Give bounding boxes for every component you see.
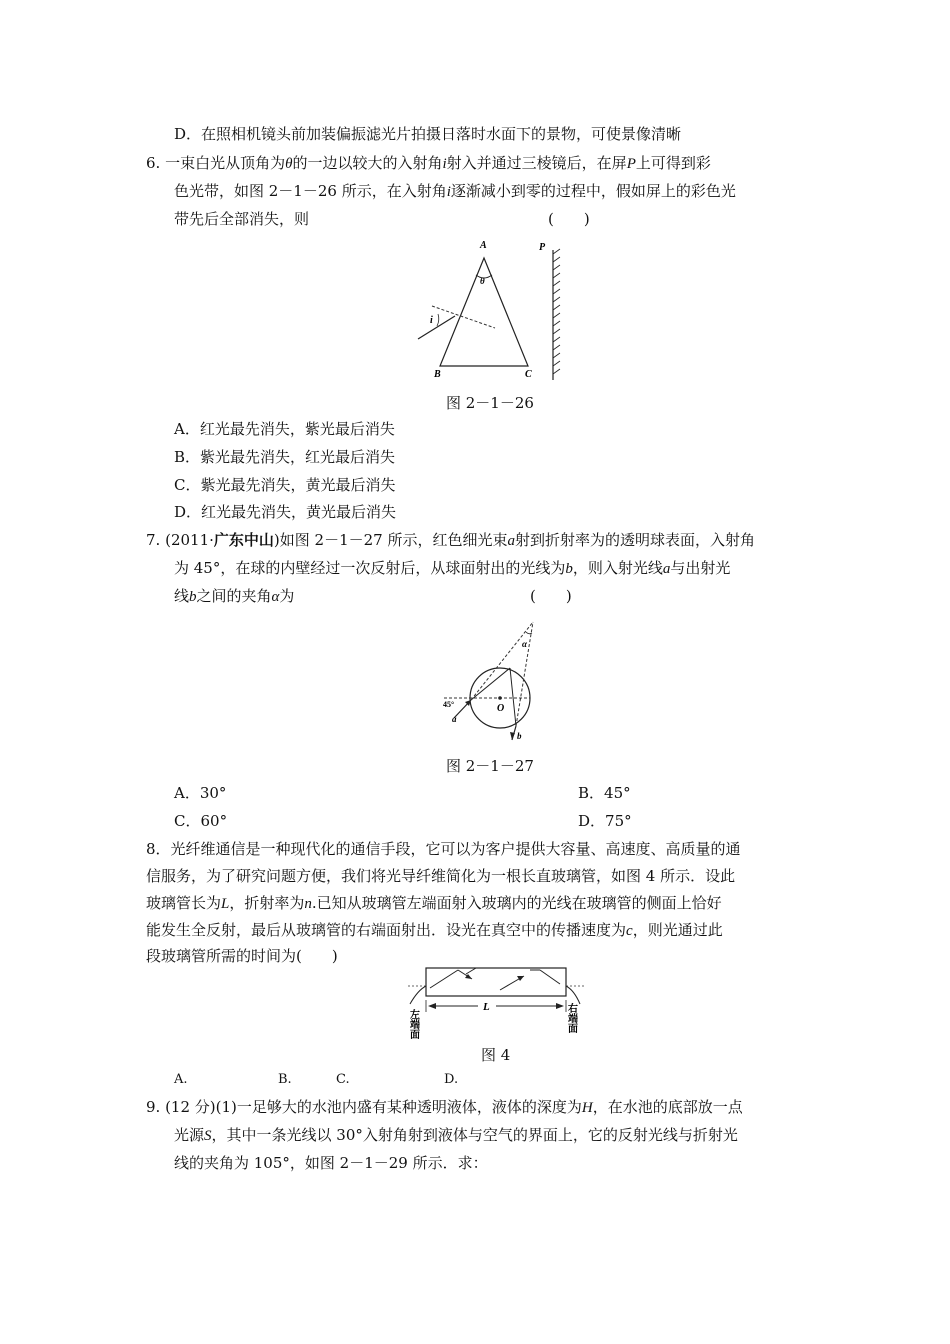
q6-i: i — [442, 156, 447, 172]
q7-line-3: 线b之间的夹角α为 — [174, 587, 295, 605]
q6-option-d: D．红光最先消失，黄光最后消失 — [174, 503, 397, 521]
q7-answer-paren: ( ) — [530, 587, 572, 605]
q9-H: H — [581, 1100, 593, 1116]
label-alpha: α — [522, 639, 527, 649]
label-O: O — [497, 703, 505, 714]
q6-option-a: A．红光最先消失，紫光最后消失 — [174, 420, 395, 438]
q6-number: 6. — [146, 154, 161, 172]
exit-ray — [566, 986, 580, 1004]
q7-sphere-figure — [440, 618, 550, 746]
q8-fiber-figure — [400, 962, 590, 1040]
q8-line-3: 玻璃管长为L，折射率为n.已知从玻璃管左端面射入玻璃内的光线在玻璃管的侧面上恰好 — [146, 894, 722, 912]
label-left-1: 左 — [410, 1010, 420, 1021]
q7-alpha: α — [271, 589, 280, 605]
label-L: L — [483, 1001, 490, 1013]
q7-b: b — [565, 561, 573, 577]
label-45: 45° — [443, 700, 455, 709]
reflected-ray — [510, 668, 516, 726]
q7-line-2: 为 45°，在球的内壁经过一次反射后，从球面射出的光线为b，则入射光线a与出射光 — [174, 559, 731, 577]
ray-seg-3 — [466, 968, 476, 974]
q6-option-b: B．紫光最先消失，红光最后消失 — [174, 448, 396, 466]
q8-line-5: 段玻璃管所需的时间为( ) — [146, 947, 338, 965]
label-left-3: 面 — [410, 1030, 420, 1040]
q5-option-d: D．在照相机镜头前加装偏振滤光片拍摄日落时水面下的景物，可使景像清晰 — [174, 125, 682, 143]
label-theta: θ — [480, 276, 485, 286]
label-C: C — [525, 369, 532, 380]
q7-line-1: 7. (2011·广东中山)如图 2－1－27 所示，红色细光束a射到折射率为的透明球表面，入射角 — [146, 531, 755, 549]
q7-a: a — [507, 533, 515, 549]
q9-line-2: 光源S，其中一条光线以 30°入射角射到液体与空气的界面上，它的反射光线与折射光 — [174, 1126, 738, 1144]
dim-arrow-right — [556, 1003, 564, 1009]
glass-tube — [426, 968, 566, 996]
q8-figure-caption: 图 4 — [481, 1046, 511, 1064]
q8-option-d: D. — [444, 1072, 459, 1087]
q6-answer-paren: ( ) — [548, 210, 590, 228]
label-P: P — [539, 242, 546, 253]
q8-option-a: A. — [174, 1072, 188, 1087]
q8-c: c — [626, 923, 633, 939]
q7-figure-caption: 图 2－1－27 — [446, 757, 534, 775]
q8-n: n — [304, 896, 312, 912]
q9-line-3: 线的夹角为 105°，如图 2－1－29 所示．求： — [174, 1154, 488, 1172]
label-a: a — [452, 714, 457, 724]
q8-L: L — [221, 896, 230, 912]
alpha-arc — [526, 632, 532, 634]
ray-seg-1 — [430, 970, 458, 988]
q6-line-1: 6. 一束白光从顶角为θ的一边以较大的入射角i射入并通过三棱镜后，在屏P上可得到彩 — [146, 154, 711, 172]
i-arc — [437, 314, 439, 326]
q7-option-a: A．30° — [174, 784, 227, 802]
q6-P: P — [626, 156, 636, 172]
entry-ray — [410, 986, 426, 1004]
q9-line-1: 9. (12 分)(1)一足够大的水池内盛有某种透明液体，液体的深度为H，在水池的底部放一点 — [146, 1098, 743, 1116]
label-B: B — [434, 369, 441, 380]
incident-ray — [418, 316, 455, 339]
q6-theta: θ — [285, 156, 293, 172]
extended-a — [471, 622, 533, 700]
q7-option-b: B．45° — [578, 784, 631, 802]
screen-hatching — [553, 249, 560, 374]
q7-source: 广东中山 — [213, 531, 274, 549]
q8-line-1: 8．光纤维通信是一种现代化的通信手段，它可以为客户提供大容量、高速度、高质量的通 — [146, 840, 741, 858]
q6-prism-figure — [410, 236, 590, 386]
q8-option-b: B. — [278, 1072, 292, 1087]
q7-number: 7. — [146, 531, 161, 549]
q8-line-4: 能发生全反射，最后从玻璃管的右端面射出．设光在真空中的传播速度为c，则光通过此 — [146, 921, 723, 939]
label-right-1: 右 — [568, 1004, 578, 1015]
ray-seg-5 — [540, 970, 560, 984]
arrow-b — [510, 732, 515, 740]
q6-figure-caption: 图 2－1－26 — [446, 394, 534, 412]
q7-option-d: D．75° — [578, 812, 632, 830]
dim-arrow-left — [428, 1003, 436, 1009]
center-dot — [498, 696, 502, 700]
q8-line-2: 信服务，为了研究问题方便，我们将光导纤维简化为一根长直玻璃管，如图 4 所示．设此 — [146, 867, 736, 885]
label-right-3: 面 — [568, 1024, 578, 1035]
label-i: i — [430, 315, 433, 326]
label-A: A — [480, 240, 487, 251]
label-left-2: 端 — [410, 1020, 420, 1031]
label-right-2: 端 — [568, 1014, 578, 1025]
q9-S: S — [204, 1128, 212, 1144]
refracted-ray — [471, 668, 510, 700]
q6-option-c: C．紫光最先消失，黄光最后消失 — [174, 476, 396, 494]
q7-option-c: C．60° — [174, 812, 228, 830]
label-b: b — [517, 731, 522, 741]
q6-line-2: 色光带，如图 2－1－26 所示，在入射角i逐渐减小到零的过程中，假如屏上的彩色光 — [174, 182, 736, 200]
q6-line-3: 带先后全部消失，则 — [174, 210, 310, 228]
q8-option-c: C. — [336, 1072, 350, 1087]
prism-triangle — [440, 258, 528, 366]
arrow-2 — [517, 976, 524, 981]
